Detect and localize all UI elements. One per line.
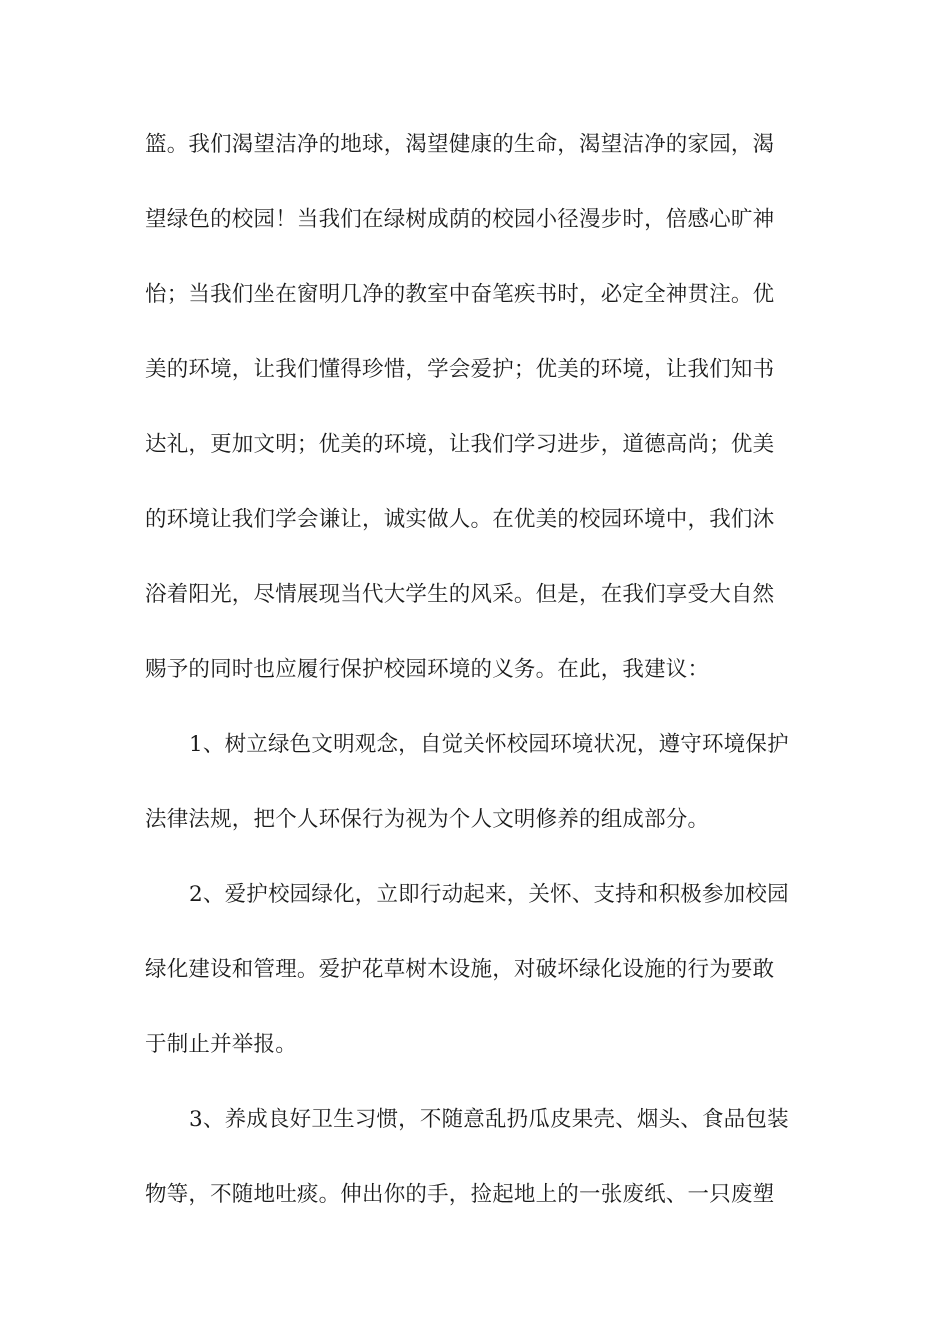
text-line: 物等，不随地吐痰。伸出你的手，捡起地上的一张废纸、一只废塑 <box>145 1182 775 1207</box>
list-item-2-line: 2、爱护校园绿化，立即行动起来，关怀、支持和积极参加校园 <box>189 882 789 907</box>
text-line: 赐予的同时也应履行保护校园环境的义务。在此，我建议： <box>145 657 710 682</box>
text-line: 怡；当我们坐在窗明几净的教室中奋笔疾书时，必定全神贯注。优 <box>145 282 775 307</box>
text-line: 法律法规，把个人环保行为视为个人文明修养的组成部分。 <box>145 807 710 832</box>
list-item-3-line: 3、养成良好卫生习惯，不随意乱扔瓜皮果壳、烟头、食品包装 <box>189 1107 789 1132</box>
text-line: 浴着阳光，尽情展现当代大学生的风采。但是，在我们享受大自然 <box>145 582 775 607</box>
text-line: 望绿色的校园！当我们在绿树成荫的校园小径漫步时，倍感心旷神 <box>145 207 775 232</box>
text-line: 达礼，更加文明；优美的环境，让我们学习进步，道德高尚；优美 <box>145 432 775 457</box>
text-line: 于制止并举报。 <box>145 1032 297 1057</box>
text-line: 绿化建设和管理。爱护花草树木设施，对破坏绿化设施的行为要敢 <box>145 957 775 982</box>
text-line: 的环境让我们学会谦让，诚实做人。在优美的校园环境中，我们沐 <box>145 507 775 532</box>
list-item-1-line: 1、树立绿色文明观念，自觉关怀校园环境状况，遵守环境保护 <box>189 732 789 757</box>
text-line: 美的环境，让我们懂得珍惜，学会爱护；优美的环境，让我们知书 <box>145 357 775 382</box>
text-line: 篮。我们渴望洁净的地球，渴望健康的生命，渴望洁净的家园，渴 <box>145 132 775 157</box>
